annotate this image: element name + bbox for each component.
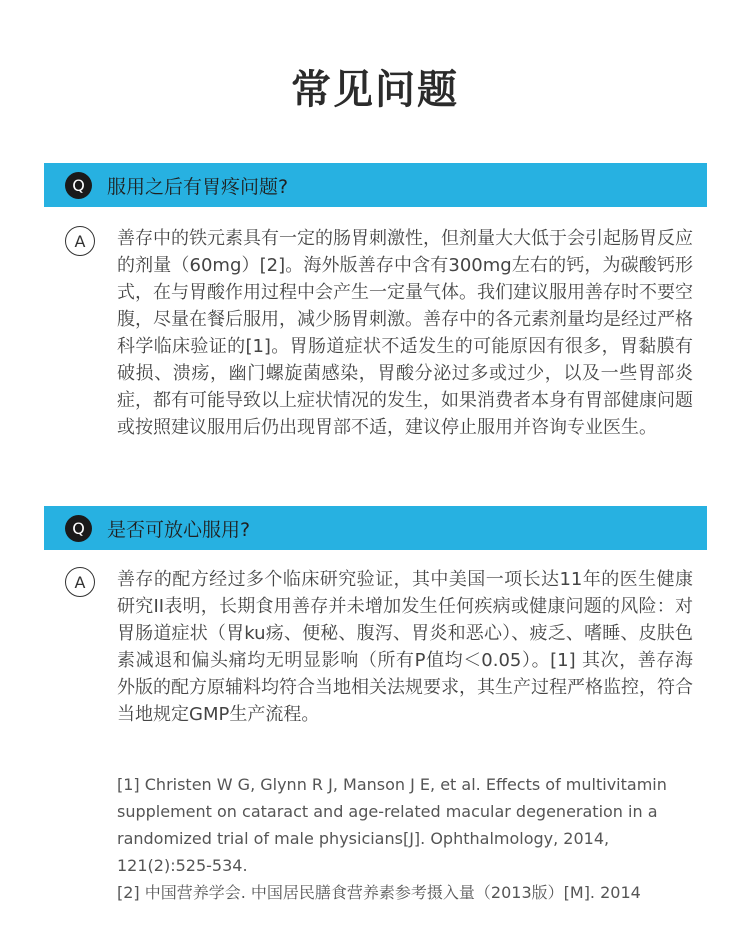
reference-item: [1] Christen W G, Glynn R J, Manson J E, et al. Effects of multivitamin supplement on cataract and age-related macular degeneration in a randomized trial of male physicians[J]. Ophthalmology, 2014, 121(2):525-534.	[117, 775, 667, 875]
q-badge: Q	[65, 515, 92, 542]
question-text: 服用之后有胃疼问题?	[107, 175, 289, 198]
page-title: 常见问题	[291, 67, 459, 113]
answer-text: 善存的配方经过多个临床研究验证，其中美国一项长达11年的医生健康研究II表明，长期食用善存并未增加发生任何疾病或健康问题的风险：对胃肠道症状（胃ku疡、便秘、腹泻、胃炎和恶心）、疲乏、嗜睡、皮肤色素减退和偏头痛均无明显影响（所有P值均＜0.05）。[1] 其次，善存海外版的配方原辅料均符合当地相关法规要求，其生产过程严格监控，符合当地规定GMP生产流程。	[117, 569, 693, 725]
references	[117, 771, 707, 906]
reference-item: [2] 中国营养学会. 中国居民膳食营养素参考摄入量（2013版）[M]. 2014	[117, 883, 641, 902]
question-text: 是否可放心服用?	[107, 518, 251, 541]
question-bar-1[interactable]	[44, 163, 707, 207]
a-badge: A	[65, 567, 95, 597]
question-bar-2[interactable]	[44, 506, 707, 550]
a-badge: A	[65, 226, 95, 256]
answer-text: 善存中的铁元素具有一定的肠胃刺激性，但剂量大大低于会引起肠胃反应的剂量（60mg）[2]。海外版善存中含有300mg左右的钙，为碳酸钙形式，在与胃酸作用过程中会产生一定量气体。我们建议服用善存时不要空腹，尽量在餐后服用，减少肠胃刺激。善存中的各元素剂量均是经过严格科学临床验证的[1]。胃肠道症状不适发生的可能原因有很多，胃黏膜有破损、溃疡，幽门螺旋菌感染，胃酸分泌过多或过少，以及一些胃部炎症，都有可能导致以上症状情况的发生，如果消费者本身有胃部健康问题或按照建议服用后仍出现胃部不适，建议停止服用并咨询专业医生。	[117, 228, 693, 438]
q-badge: Q	[65, 172, 92, 199]
